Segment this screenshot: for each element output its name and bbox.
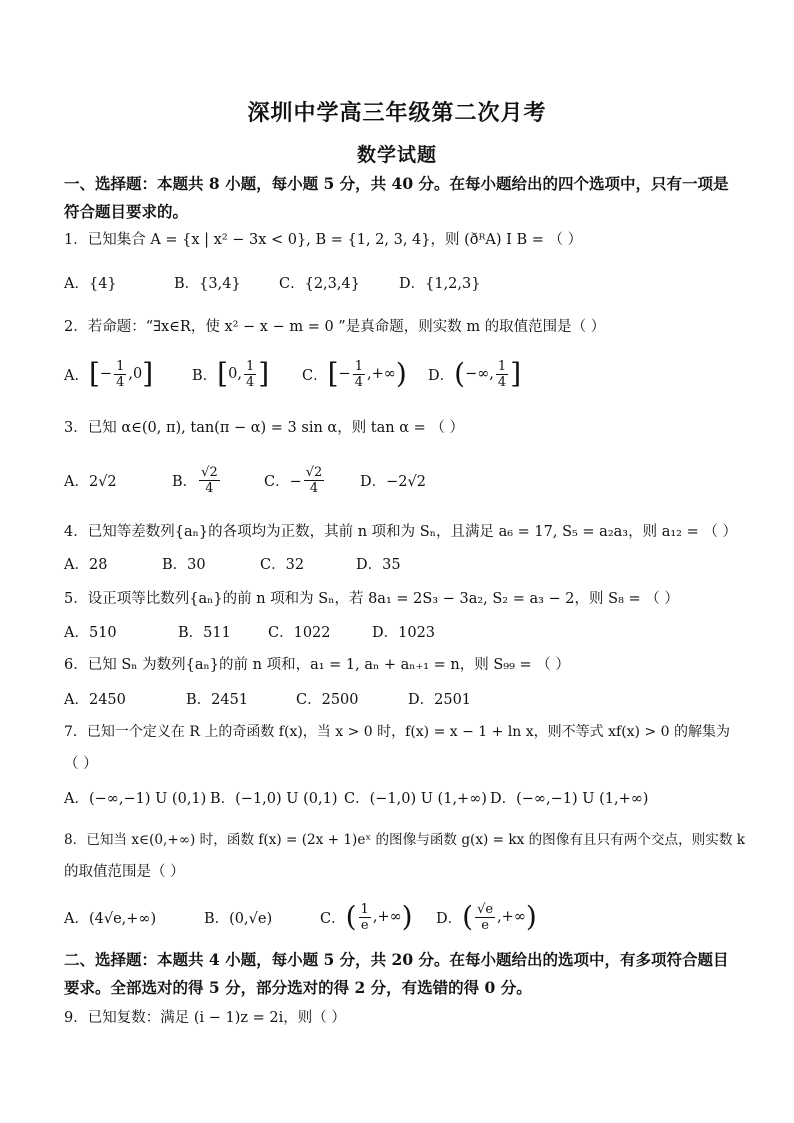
question-5-options: [64, 615, 740, 647]
question-7-options: [64, 780, 740, 814]
q2-c-fraction: $\frac{1}{4}$: [354, 358, 363, 390]
question-8-line-2: 的取值范围是（ ）: [64, 864, 185, 880]
section-2-line-1: 二、选择题：本题共 4 小题，每小题 5 分，共 20 分。在每小题给出的选项中，有多项符合题目: [64, 950, 729, 969]
question-2: 2．若命题：“∃x∈R，使 x² − x − m = 0 ”是真命题，则实数 m 的取值范围是（ ）: [64, 319, 606, 335]
q4-option-b[interactable]: B．30: [162, 556, 206, 573]
exam-title: 深圳中学高三年级第二次月考: [247, 100, 547, 126]
q2-option-a[interactable]: A． [ − $\frac{1}{4}$ ,0 ]: [64, 357, 154, 390]
q8-option-c[interactable]: C． ( $\frac{1}{e}$ ,+∞ ): [320, 900, 413, 933]
question-4-options: [64, 547, 740, 579]
q2-b-fraction: $\frac{1}{4}$: [245, 358, 255, 390]
q1-option-b[interactable]: B．{3,4}: [174, 275, 241, 292]
q2-c-pre: −: [338, 366, 351, 382]
q3-option-b[interactable]: [172, 460, 222, 500]
section-2-heading: [64, 946, 734, 1002]
q3-b-fraction: $\frac{√2}{4}$: [201, 464, 218, 496]
q1-option-a[interactable]: A．{4}: [64, 275, 117, 292]
q2-d-fraction: $\frac{1}{4}$: [497, 358, 507, 390]
question-6-options: [64, 682, 740, 714]
question-5: 5．设正项等比数列{aₙ}的前 n 项和为 Sₙ，若 8a₁ = 2S₃ − 3a₂, S₂ = a₃ − 2，则 S₈ = （ ）: [64, 591, 679, 607]
question-1: 1．已知集合 A = {x | x² − 3x < 0}, B = {1, 2, 3, 4}，则 (ðᴿA) I B = （ ）: [64, 232, 583, 248]
question-6: 6．已知 Sₙ 为数列{aₙ}的前 n 项和，a₁ = 1, aₙ + aₙ₊₁ = n，则 S₉₉ = （ ）: [64, 657, 570, 673]
q7-option-b[interactable]: B．(−1,0) U (0,1): [210, 790, 338, 807]
q2-a-label: A．: [64, 367, 89, 384]
q6-option-a[interactable]: A．2450: [64, 691, 126, 708]
q1-option-d[interactable]: D．{1,2,3}: [399, 275, 481, 292]
section-1-line-2: 符合题目要求的。: [64, 202, 189, 221]
q2-d-label: D．: [428, 367, 455, 384]
q2-d-pre: −∞,: [465, 366, 494, 382]
q5-option-a[interactable]: A．510: [64, 624, 117, 641]
q2-option-b[interactable]: B． [ 0, $\frac{1}{4}$ ]: [192, 357, 270, 390]
q6-option-d[interactable]: D．2501: [408, 691, 472, 708]
q6-option-b[interactable]: B．2451: [186, 691, 249, 708]
q5-option-c[interactable]: C．1022: [268, 624, 331, 641]
section-1-heading: [64, 170, 734, 226]
subject-title: 数学试题: [356, 144, 437, 166]
q1-option-c[interactable]: C．{2,3,4}: [279, 275, 360, 292]
q8-option-d[interactable]: D． ( $\frac{√e}{e}$ ,+∞ ): [436, 900, 537, 933]
q2-a-post: ,0: [128, 366, 143, 382]
q2-c-post: ,+∞: [366, 366, 396, 382]
q8-option-a[interactable]: A．(4√e,+∞): [64, 910, 157, 927]
q4-option-a[interactable]: A．28: [64, 556, 108, 573]
q5-option-b[interactable]: B．511: [178, 624, 231, 641]
q7-option-c[interactable]: C．(−1,0) U (1,+∞): [344, 790, 487, 807]
q7-option-a[interactable]: A．(−∞,−1) U (0,1): [64, 790, 207, 807]
q4-option-d[interactable]: D．35: [356, 556, 401, 573]
q5-option-d[interactable]: D．1023: [372, 624, 436, 641]
q2-b-pre: 0,: [228, 366, 242, 382]
q8-c-post: ,+∞: [372, 909, 402, 925]
q2-option-c[interactable]: C． [ − $\frac{1}{4}$ ,+∞ ): [302, 357, 407, 390]
q3-b-label: B．: [172, 473, 198, 490]
q3-option-a[interactable]: A．2√2: [64, 473, 117, 490]
q2-b-label: B．: [192, 367, 218, 384]
q2-c-label: C．: [302, 367, 328, 384]
q8-c-fraction: $\frac{1}{e}$: [360, 901, 369, 933]
question-2-options: [64, 354, 740, 394]
q8-option-b[interactable]: B．(0,√e): [204, 910, 273, 927]
section-1-line-1: 一、选择题：本题共 8 小题，每小题 5 分，共 40 分。在每小题给出的四个选项中，只有一项是: [64, 174, 729, 193]
q3-option-d[interactable]: D．−2√2: [360, 473, 426, 490]
question-1-options: [64, 262, 740, 302]
question-4: 4．已知等差数列{aₙ}的各项均为正数，其前 n 项和为 Sₙ，且满足 a₆ = 17, S₅ = a₂a₃，则 a₁₂ = （ ）: [64, 524, 737, 540]
question-8-options: [64, 894, 740, 940]
q3-option-c[interactable]: [264, 460, 326, 500]
q2-option-d[interactable]: D． ( −∞, $\frac{1}{4}$ ]: [428, 357, 522, 390]
question-7-line-1: 7．已知一个定义在 R 上的奇函数 f(x)，当 x > 0 时，f(x) = x − 1 + ln x，则不等式 xf(x) > 0 的解集为: [64, 724, 731, 740]
q3-c-fraction: $\frac{√2}{4}$: [305, 464, 323, 496]
q6-option-c[interactable]: C．2500: [296, 691, 359, 708]
q8-d-post: ,+∞: [497, 909, 526, 925]
q3-c-label: C．−: [264, 473, 302, 490]
q7-option-d[interactable]: D．(−∞,−1) U (1,+∞): [490, 790, 649, 807]
question-9: 9．已知复数：满足 (i − 1)z = 2i，则（ ）: [64, 1010, 346, 1026]
question-8-line-1: 8．已知当 x∈(0,+∞) 时，函数 f(x) = (2x + 1)eˣ 的图像与函数 g(x) = kx 的图像有且只有两个交点，则实数 k: [64, 832, 746, 848]
q4-option-c[interactable]: C．32: [260, 556, 305, 573]
q2-a-pre: −: [99, 366, 113, 382]
q8-d-fraction: $\frac{√e}{e}$: [477, 901, 494, 933]
question-3-options: [64, 460, 740, 500]
q8-c-label: C．: [320, 910, 346, 927]
section-2-line-2: 要求。全部选对的得 5 分，部分选对的得 2 分，有选错的得 0 分。: [64, 978, 532, 997]
question-3: 3．已知 α∈(0, π), tan(π − α) = 3 sin α，则 tan α = （ ）: [64, 420, 464, 436]
q2-a-fraction: $\frac{1}{4}$: [116, 358, 125, 390]
q8-d-label: D．: [436, 910, 463, 927]
question-7-line-2: （ ）: [64, 756, 98, 772]
